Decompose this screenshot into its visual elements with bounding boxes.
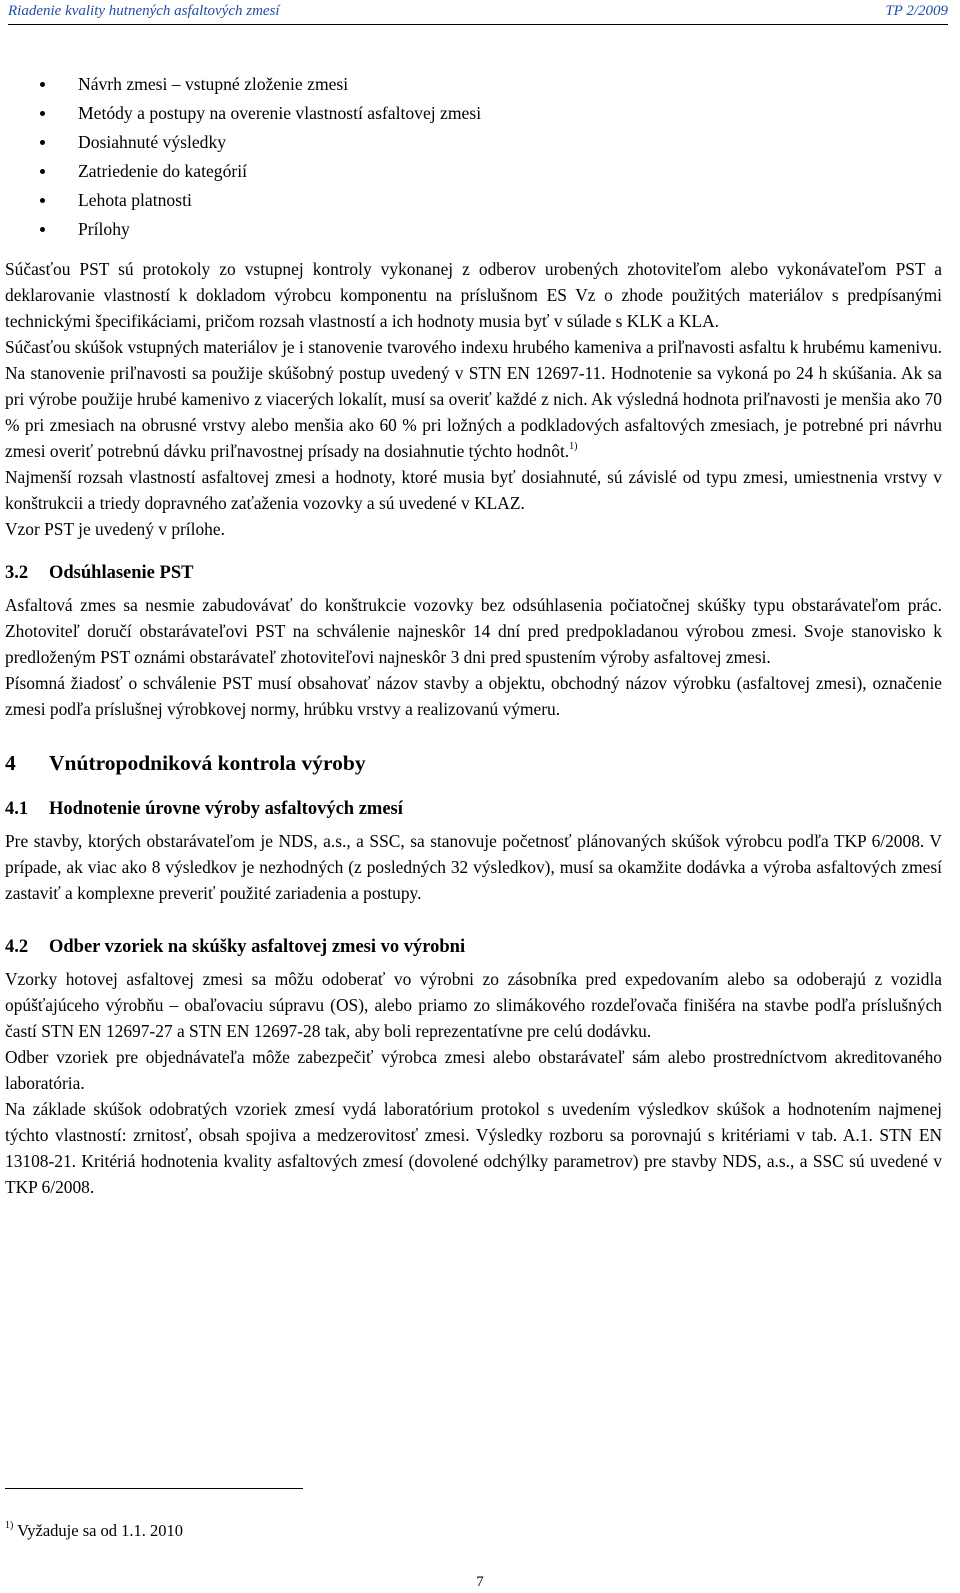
bullet-icon (40, 227, 45, 232)
paragraph-pst-template: Vzor PST je uvedený v prílohe. (5, 519, 225, 539)
paragraph-lab-protocol: Na základe skúšok odobratých vzoriek zmesí vydá laboratórium protokol s uvedením výsledkov skúšok a hodnotením najmenej týchto vlastností: zrnitosť, obsah spojiva a medzerovitosť zmesi. Výsledky rozboru sa porovnajú s kritériami v tab. A.1. STN EN 13108-21. Kritériá hodnotenia kvality asfaltových zmesí (dovolené odchýlky parametrov) pre stavby NDS, a.s., a SSC sú uvedené v TKP 6/2008. (5, 1099, 942, 1197)
header-document-title: Riadenie kvality hutnených asfaltových zmesí (8, 3, 280, 19)
heading-section-4-1: 4.1 Hodnotenie úrovne výroby asfaltových zmesí (5, 799, 403, 819)
list-item: Dosiahnuté výsledky (40, 128, 481, 157)
paragraph-production-evaluation: Pre stavby, ktorých obstarávateľom je NDS, a.s., a SSC, sa stanovuje početnosť plánovaných skúšok výrobcu podľa TKP 6/2008. V prípade, ak viac ako 8 výsledkov je nezhodných (z posledných 32 výsledkov), musí sa okamžite dodávka a výroba asfaltových zmesí zastaviť a komplexne preveriť použité zariadenia a postupy. (5, 831, 942, 903)
footnote-divider (5, 1488, 303, 1489)
main-content (5, 256, 942, 1200)
contents-bullet-list (40, 70, 481, 244)
list-item: Metódy a postupy na overenie vlastností asfaltovej zmesi (40, 99, 481, 128)
list-item: Zatriedenie do kategórií (40, 157, 481, 186)
header-document-code: TP 2/2009 (885, 3, 948, 19)
heading-section-4: 4 Vnútropodniková kontrola výroby (5, 751, 366, 775)
footnote (5, 1520, 183, 1542)
footnote-marker: 1) (5, 1520, 14, 1531)
paragraph-approval: Asfaltová zmes sa nesmie zabudovávať do konštrukcie vozovky bez odsúhlasenia počiatočnej skúšky typu obstarávateľom prác. Zhotoviteľ doručí obstarávateľovi PST na schválenie najneskôr 14 dní pred predpokladanou výrobou zmesi. Svoje stanovisko k predloženým PST oznámi obstarávateľ zhotoviteľovi najneskôr 3 dni pred spustením výroby asfaltovej zmesi. (5, 595, 942, 667)
paragraph-pst-protocols: Súčasťou PST sú protokoly zo vstupnej kontroly vykonanej z odberov urobených zhotoviteľom alebo vykonávateľom PST a deklarovanie vlastností k dokladom výrobcu komponentu na príslušnom ES Vz o zhode použitých materiálov s predpísanými technickými špecifikáciami, pričom rozsah vlastností a ich hodnoty musia byť v súlade s KLK a KLA. (5, 259, 942, 331)
bullet-icon (40, 198, 45, 203)
page-number: 7 (476, 1574, 484, 1590)
paragraph-minimum-range: Najmenší rozsah vlastností asfaltovej zmesi a hodnoty, ktoré musia byť dosiahnuté, sú závislé od typu zmesi, umiestnenia vrstvy v konštrukcii a triedy dopravného zaťaženia vozovky a sú uvedené v KLAZ. (5, 467, 942, 513)
running-header (8, 0, 948, 25)
bullet-icon (40, 140, 45, 145)
heading-section-4-2: 4.2 Odber vzoriek na skúšky asfaltovej zmesi vo výrobni (5, 937, 466, 957)
paragraph-input-materials: Súčasťou skúšok vstupných materiálov je i stanovenie tvarového indexu hrubého kameniva a priľnavosti asfaltu k hrubému kamenivu. Na stanovenie priľnavosti sa použije skúšobný postup uvedený v STN EN 12697-11. Hodnotenie sa vykoná po 24 h skúšania. Ak sa pri výrobe použije hrubé kamenivo z viacerých lokalít, musí sa overiť každé z nich. Ak výsledná hodnota priľnavosti je menšia ako 70 % pri zmesiach na obrusné vrstvy alebo menšia ako 60 % pri ložných a podkladových asfaltových zmesiach, je potrebné pri návrhu zmesi overiť potrebnú dávku priľnavostnej prísady na dosiahnutie týchto hodnôt.$^{1)}$ (5, 337, 942, 461)
list-item: Návrh zmesi – vstupné zloženie zmesi (40, 70, 481, 99)
bullet-icon (40, 111, 45, 116)
footnote-text: Vyžaduje sa od 1.1. 2010 (17, 1521, 184, 1540)
list-item: Prílohy (40, 215, 481, 244)
list-item: Lehota platnosti (40, 186, 481, 215)
paragraph-written-request: Písomná žiadosť o schválenie PST musí obsahovať názov stavby a objektu, obchodný názov výrobku (asfaltovej zmesi), označenie zmesi podľa príslušnej výrobkovej normy, hrúbku vrstvy a realizovanú výmeru. (5, 673, 942, 719)
bullet-icon (40, 82, 45, 87)
paragraph-sampling: Vzorky hotovej asfaltovej zmesi sa môžu odoberať vo výrobni zo zásobníka pred expedovaním alebo sa odoberajú z vozidla opúšťajúceho výrobňu – obaľovaciu súpravu (OS), alebo priamo zo slimákového rozdeľovača finišéra na stavbe podľa príslušných častí STN EN 12697-27 a STN EN 12697-28 tak, aby boli reprezentatívne pre celú dodávku. (5, 969, 942, 1041)
bullet-icon (40, 169, 45, 174)
paragraph-client-sampling: Odber vzoriek pre objednávateľa môže zabezpečiť výrobca zmesi alebo obstarávateľ sám alebo prostredníctvom akreditovaného laboratória. (5, 1047, 942, 1093)
heading-section-3-2: 3.2 Odsúhlasenie PST (5, 563, 194, 583)
footnote-reference: 1) (569, 441, 578, 452)
